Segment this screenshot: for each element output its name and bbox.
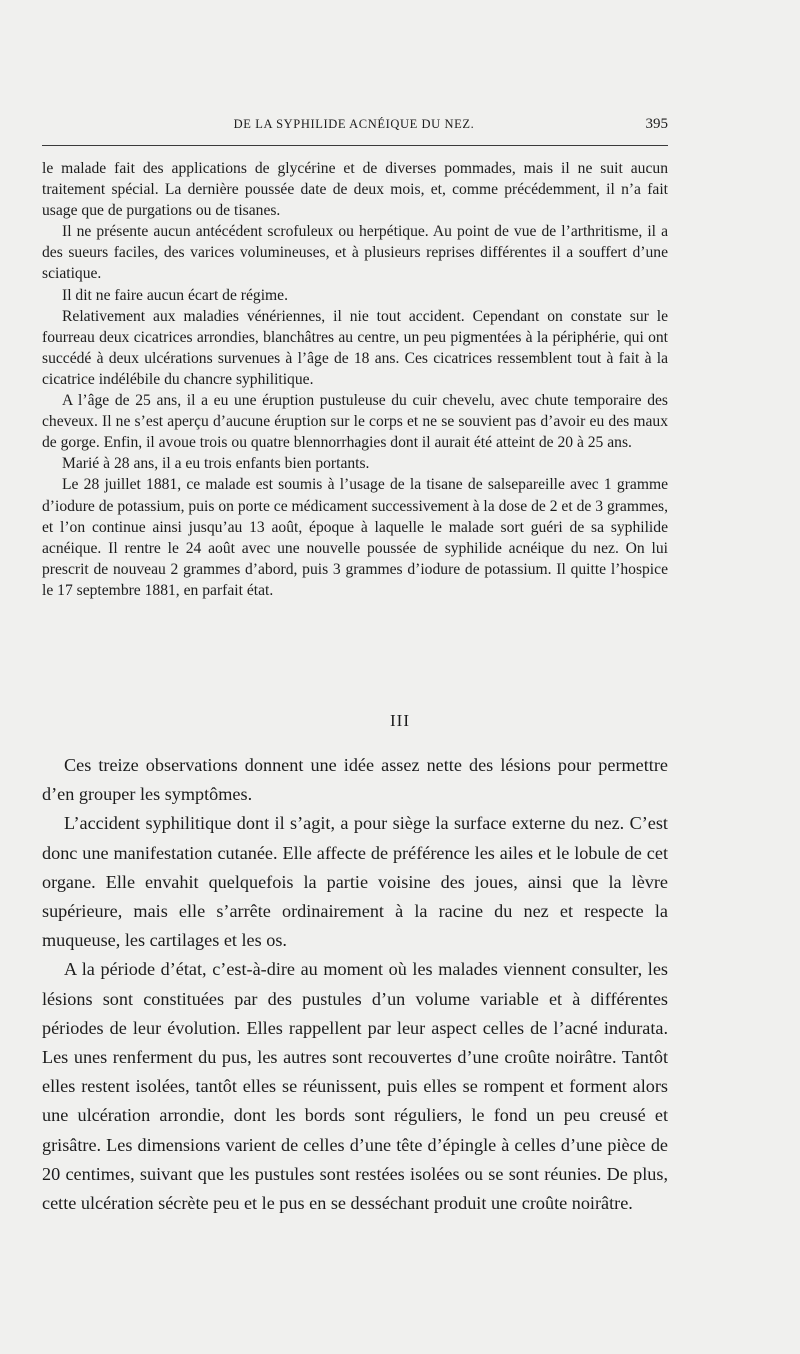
section-paragraph: L’accident syphilitique dont il s’agit, a pour siège la surface externe du nez. C’est donc une manifestation cutanée. Elle affecte de préférence les ailes et le lobule de cet organe. Elle envahit quelquefois la partie voisine des joues, ainsi que la lèvre supérieure, mais elle s’arrête ordinairement à la racine du nez et respecte la muqueuse, les cartilages et les os. — [42, 813, 668, 951]
observation-paragraph: Il dit ne faire aucun écart de régime. — [62, 286, 288, 304]
observation-paragraph: Marié à 28 ans, il a eu trois enfants bien portants. — [62, 455, 370, 473]
section-paragraph: A la période d’état, c’est-à-dire au moment où les malades viennent consulter, les lésions sont constituées par des pustules d’un volume variable et à différentes périodes de leur évolution. Elles rappellent par leur aspect celles de l’acné indurata. Les unes renferment du pus, les autres sont recouvertes d’une croûte noirâtre. Tantôt elles restent isolées, tantôt elles se réunissent, puis elles se rompent et forment alors une ulcération arrondie, dont les bords sont réguliers, le fond un peu creusé et grisâtre. Les dimensions varient de celles d’une tête d’épingle à celles d’une pièce de 20 centimes, suivant que les pustules sont restées isolées ou se sont réunies. De plus, cette ulcération sécrète peu et le pus en se desséchant produit une croûte noirâtre. — [42, 959, 668, 1214]
observation-paragraph: le malade fait des applications de glycérine et de diverses pommades, mais il ne suit aucun traitement spécial. La dernière poussée date de deux mois, et, comme précédemment, il n’a fait usage que de purgations ou de tisanes. — [42, 160, 668, 220]
observation-text — [42, 158, 668, 601]
header-rule — [42, 145, 668, 146]
running-head — [40, 117, 668, 139]
observation-paragraph: A l’âge de 25 ans, il a eu une éruption pustuleuse du cuir chevelu, avec chute temporaire des cheveux. Il ne s’est aperçu d’aucune éruption sur le corps et ne se souvient pas d’avoir eu des maux de gorge. Enfin, il avoue trois ou quatre blennorrhagies dont il aurait été atteint de 20 à 25 ans. — [42, 392, 668, 452]
running-title: DE LA SYPHILIDE ACNÉIQUE DU NEZ. — [233, 117, 475, 131]
section-paragraph: Ces treize observations donnent une idée assez nette des lésions pour permettre d’en grouper les symptômes. — [42, 755, 668, 805]
observation-paragraph: Le 28 juillet 1881, ce malade est soumis à l’usage de la tisane de salsepareille avec 1 gramme d’iodure de potassium, puis on porte ce médicament successivement à la dose de 2 et de 3 grammes, et l’on continue ainsi jusqu’au 13 août, époque à laquelle le malade sort guéri de sa syphilide acnéique. Il rentre le 24 août avec une nouvelle poussée de syphilide acnéique du nez. On lui prescrit de nouveau 2 grammes d’abord, puis 3 grammes d’iodure de potassium. Il quitte l’hospice le 17 septembre 1881, en parfait état. — [42, 476, 668, 599]
section-heading: III — [390, 711, 410, 730]
observation-paragraph: Relativement aux maladies vénériennes, il nie tout accident. Cependant on constate sur le fourreau deux cicatrices arrondies, blanchâtres au centre, un peu pigmentées à la périphérie, qui ont succédé à deux ulcérations survenues à l’âge de 18 ans. Ces cicatrices ressemblent tout à fait à la cicatrice indélébile du chancre syphilitique. — [42, 307, 668, 388]
section-text — [42, 751, 668, 1218]
page-number: 395 — [645, 116, 668, 132]
observation-paragraph: Il ne présente aucun antécédent scrofuleux ou herpétique. Au point de vue de l’arthritisme, il a des sueurs faciles, des varices volumineuses, et à plusieurs reprises différentes il a souffert d’une sciatique. — [42, 223, 668, 283]
